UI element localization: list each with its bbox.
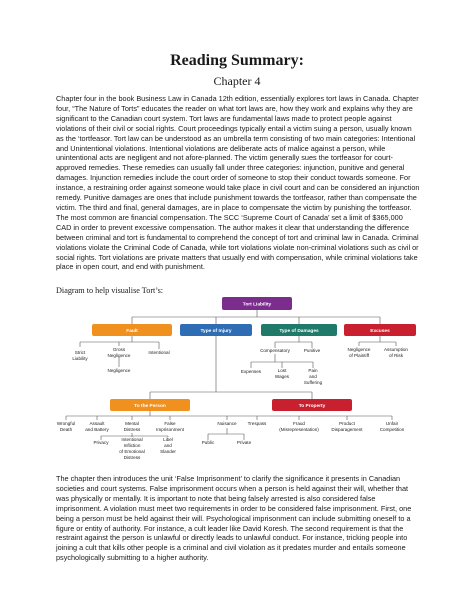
fault-intentional: Intentional <box>148 350 170 355</box>
fault-gross-negligence-1: Gross <box>112 347 126 352</box>
person-mental-1: Mental <box>125 421 139 426</box>
damages-expenses: Expenses <box>240 369 262 374</box>
excuses-negligence-2: of Plaintiff <box>348 353 370 358</box>
to-property-label: To Property <box>298 404 326 409</box>
damages-pain-3: Suffering <box>303 380 323 385</box>
fault-negligence: Negligence <box>107 368 131 373</box>
person-libel-3: Slander <box>160 449 176 454</box>
fault-strict-liability-2: Liability <box>72 356 88 361</box>
damages-lost-wages-2: Wages <box>274 374 290 379</box>
chapter-subtitle: Chapter 4 <box>213 74 261 88</box>
excuses-assumption-1: Assumption <box>383 347 409 352</box>
summary-paragraph-1: Chapter four in the book Business Law in Canada 12th edition, essentially explores tort laws in Canada. Chapter four, “The Nature of Torts” educates the reader on what tort laws are, how they work and explains why they are significant to the Canadian court system. Tort laws are fundamental laws made to protect people against violations of their civil or social rights. Court proceedings typically entail a victim suing a person, usually known as the ‘tortfeasor. Tort law can be understood as an umbrella term consisting of two main categories: Intentional and Unintentional violations. Intentional violations are deliberate acts of malice against a person, while unintentional acts are negligent and not afore-planned. The victim generally sues the tortfeasor for court-approved remedies. These remedies can usually fall under three categories: injunction, punitive and general damages. Injunction remedies include the court order of someone to stop their conduct towards someone. For instance, a restraining order against someone would take place in civil court and can be considered an injunction remedy. Punitive damages are ones that include punishment towards the tortfeasor, rather than compensate the victim. The third and final, general damages, are in place to compensate the victim by punishing the tortfeasor. The most common are financial compensation. The SCC ‘Supreme Court of Canada’ set a limit of $365,000 CAD in order to prevent excessive compensation. The author makes it clear that understanding the difference between criminal and tort is fundamental to comprehend the concept of tort and criminal law in Canada. Criminal violations violate the Criminal Code of Canada, while tort violations violate non-criminal violations such as civil or social rights. Tort violations are private matters that usually end with compensation, while criminal violations take place in open court, and end with punishment. <box>56 94 420 272</box>
tort-diagram <box>50 292 424 464</box>
page-title: Reading Summary: <box>170 52 304 69</box>
person-privacy: Privacy <box>93 440 109 445</box>
person-iied-4: Distress <box>123 455 141 460</box>
diagram-caption: Diagram to help visualise Tort’s: <box>56 286 164 295</box>
person-wrongful-death-2: Death <box>59 427 73 432</box>
root-label: Tort Liability <box>242 302 272 308</box>
person-assault-2: and Battery <box>85 427 109 432</box>
summary-paragraph-2: The chapter then introduces the unit ‘False Imprisonment’ to clarify the significance it presents in Canadian societies and court systems. False imprisonment occurs when a person is held against their will, whether that was physically or mentally. It is important to note that being falsely arrested is also considered false imprisonment. A violation must meet two requirements in order to be considered false imprisonment. First, one being a person must be held against their will. Psychological imprisonment can include submitting oneself to a figure or entity of authority. For instance, a cult leader like David Koresh. The second requirement is that the restraint against the person is unlawful or directly leads to unlawful conduct. For instance, tricking people into joining a cult that kills other people is a criminal and civil violation as it predates murder and entails someone psychologically submitting to a higher authority. <box>56 474 412 563</box>
damages-pain-1: Pain <box>308 368 318 373</box>
fault-strict-liability-1: Strict <box>74 350 86 355</box>
excuses-negligence-1: Negligence <box>347 347 371 352</box>
injury-label: Type of Injury <box>200 329 232 334</box>
person-mental-2: Distress <box>123 427 141 432</box>
damages-pain-2: and <box>309 374 317 379</box>
damages-label: Type of Damages <box>279 329 319 334</box>
property-fraud-1: Fraud <box>292 421 306 426</box>
damages-lost-wages-1: Lost <box>277 368 287 373</box>
fault-gross-negligence-2: Negligence <box>107 353 131 358</box>
property-fraud-2: (Misrepresentation) <box>279 427 319 432</box>
excuses-assumption-2: of Risk <box>388 353 404 358</box>
damages-punitive: Punitive <box>303 348 321 353</box>
property-product-1: Product <box>339 421 355 426</box>
person-libel-1: Libel <box>163 437 173 442</box>
person-assault-1: Assault <box>89 421 105 426</box>
property-private: Private <box>236 440 252 445</box>
excuses-label: Excuses <box>370 329 390 334</box>
person-libel-2: and <box>164 443 172 448</box>
person-false-imprisonment-2: Imprisonment <box>156 427 184 432</box>
property-product-2: Disparagement <box>331 427 363 432</box>
person-iied-2: Infliction <box>123 443 141 448</box>
person-iied-1: Intentional <box>121 437 143 442</box>
person-wrongful-death-1: Wrongful <box>56 421 76 426</box>
damages-compensatory: Compensatory <box>260 348 290 353</box>
person-false-imprisonment-1: False <box>164 421 176 426</box>
property-unfair-1: Unfair <box>385 421 399 426</box>
property-trespass: Trespass <box>247 421 267 426</box>
property-public: Public <box>201 440 215 445</box>
person-iied-3: of Emotional <box>119 449 145 454</box>
property-nuisance: Nuisance <box>217 421 237 426</box>
property-unfair-2: Competition <box>379 427 405 432</box>
to-person-label: To the Person <box>134 404 166 409</box>
fault-label: Fault <box>126 329 138 334</box>
